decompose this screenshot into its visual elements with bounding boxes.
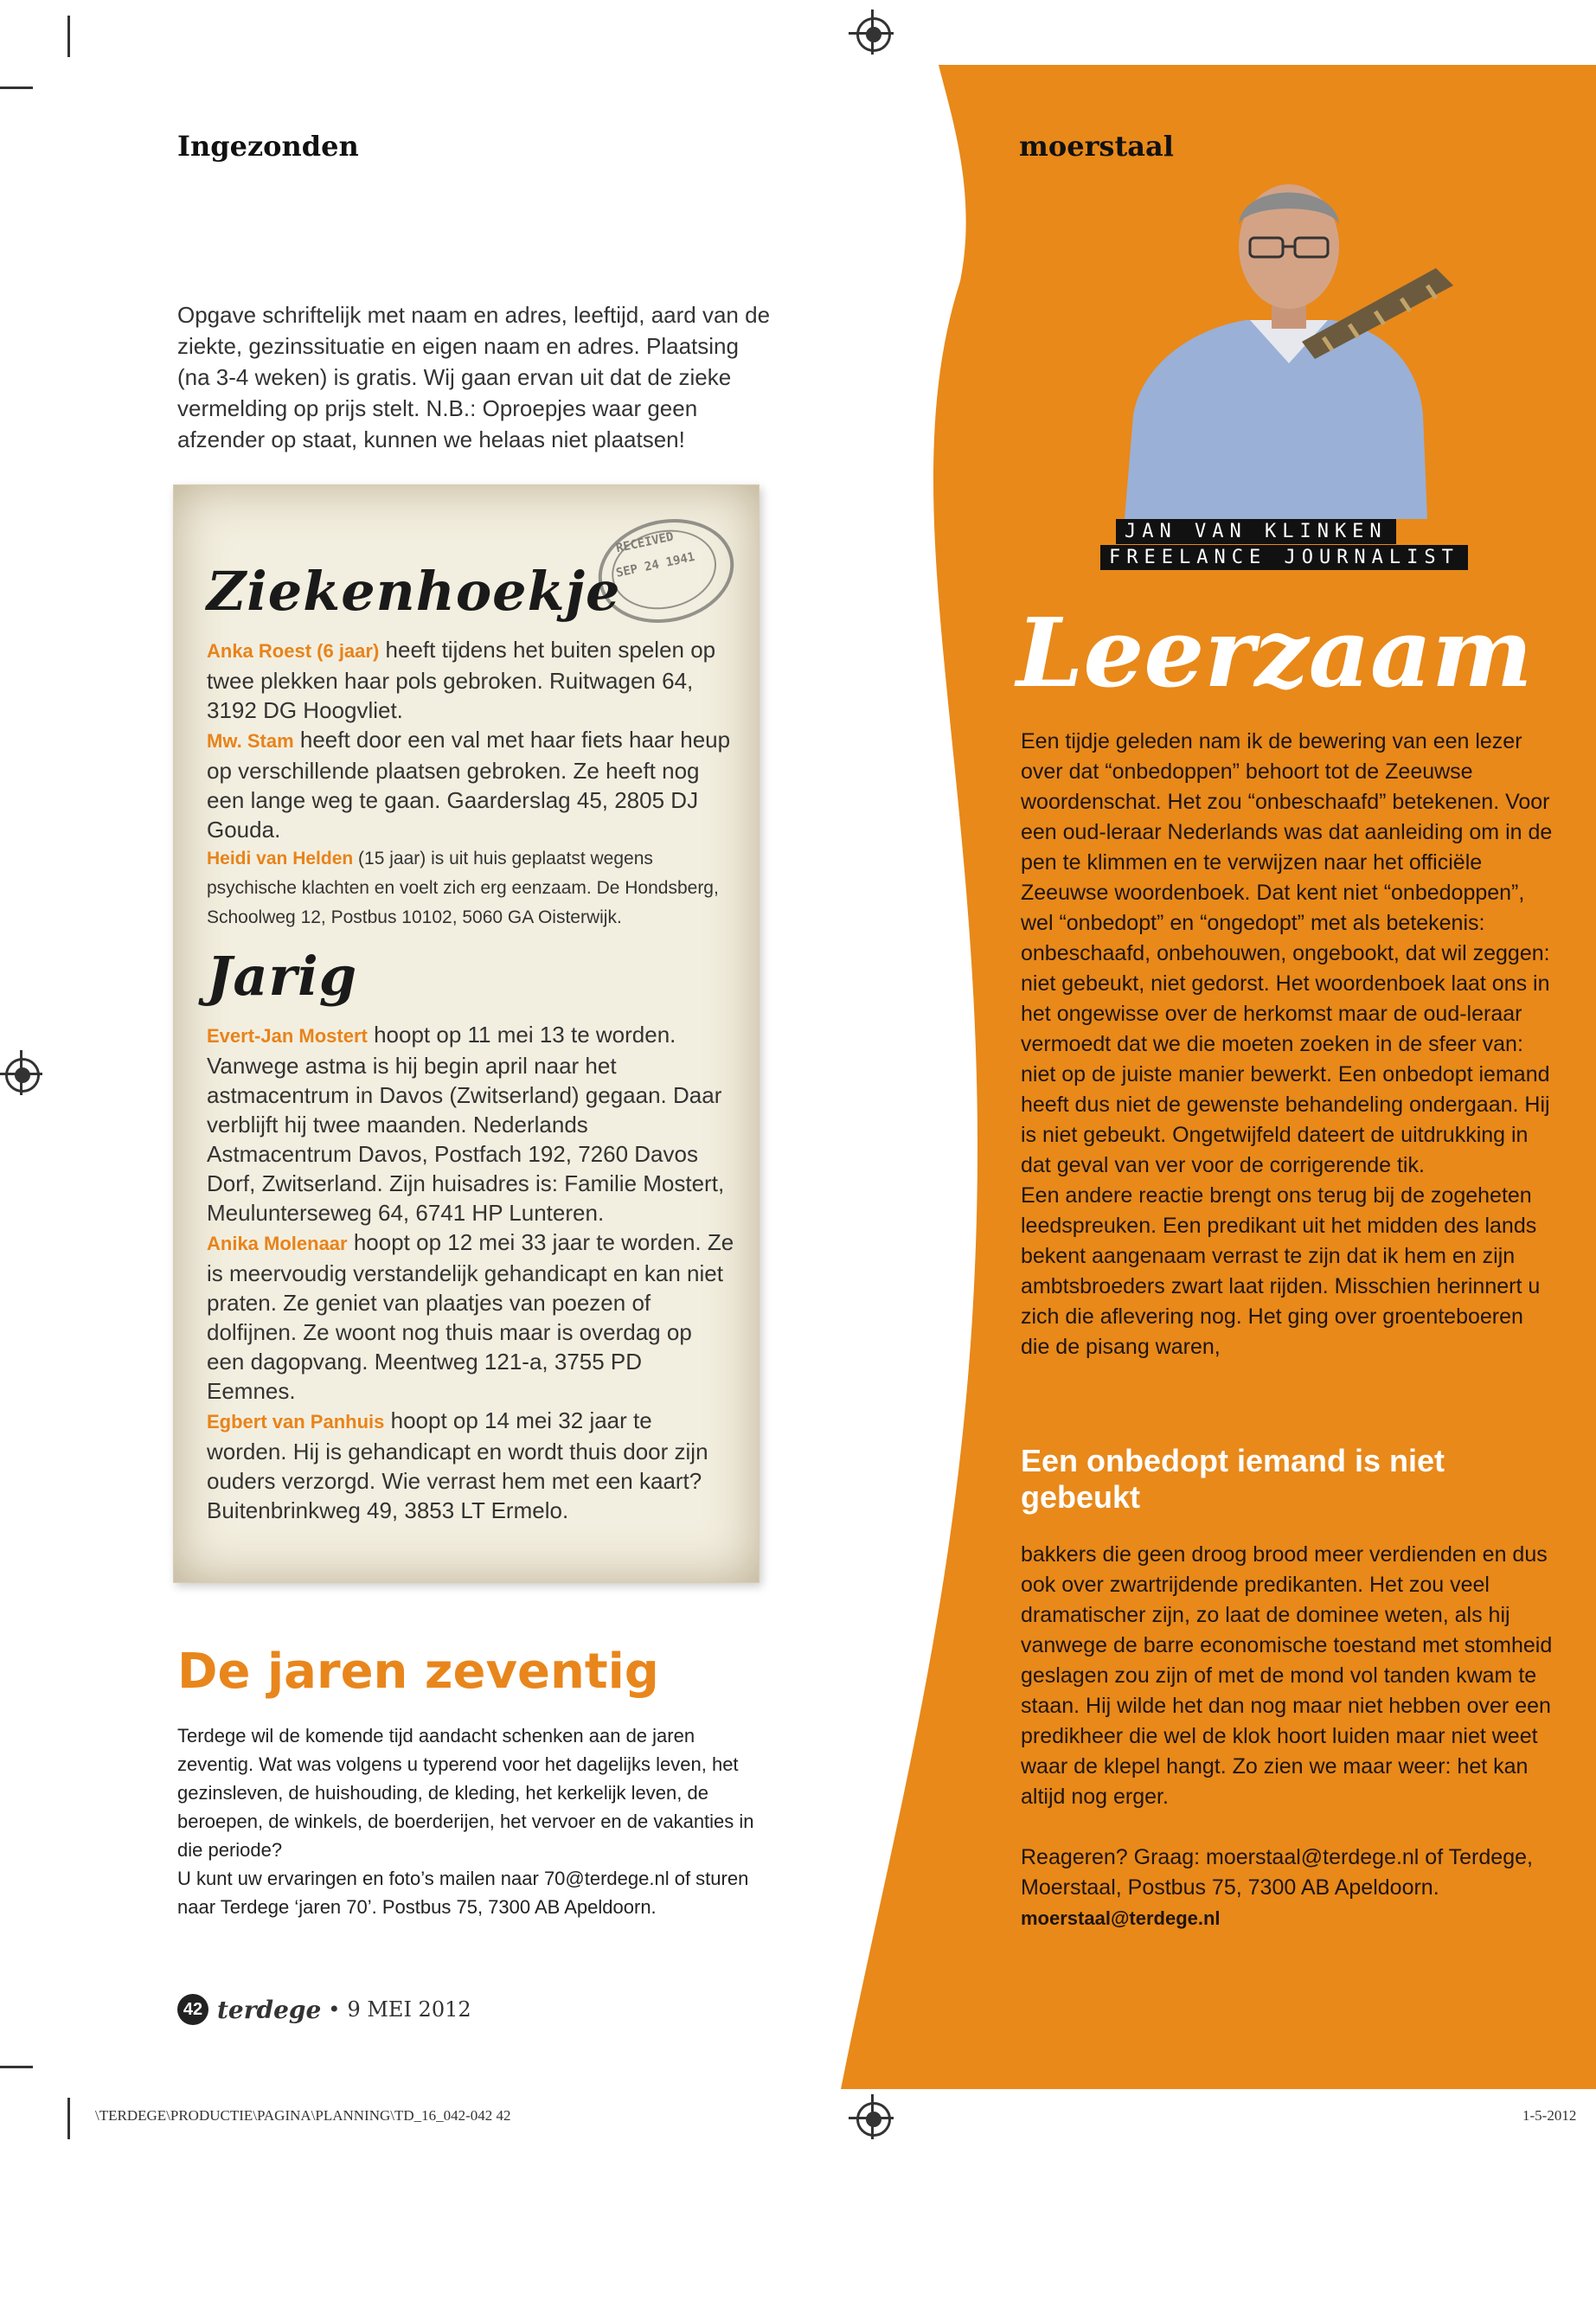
entry-name: Anika Molenaar [207,1233,348,1254]
page-number: 42 [177,1994,208,2025]
column-email: moerstaal@terdege.nl [1021,1907,1221,1929]
entry-name: Heidi van Helden [207,849,354,868]
list-item [207,725,734,844]
list-item [207,1020,734,1227]
entry-text: heeft tijdens het buiten spelen op twee plekken haar pols gebroken. Ruitwagen 64, 3192 DG Hoogvliet. [207,637,716,723]
column-body [1021,727,1557,1362]
intro-text: Opgave schriftelijk met naam en adres, leeftijd, aard van de ziekte, gezinssituatie en eigen naam en adres. Plaatsing (na 3-4 weken) is gratis. Wij gaan ervan uit dat de zieke vermelding op prijs stelt. N.B.: Oproepjes waar geen afzender op staat, kunnen we helaas niet plaatsen! [177,302,771,452]
list-item [207,1227,734,1406]
author-name-tag: JAN VAN KLINKEN [1116,519,1396,544]
registration-mark-icon [5,1058,40,1093]
jarig-title: Jarig [207,945,358,1008]
crop-mark [0,87,33,89]
column-subhead: Een onbedopt iemand is niet gebeukt [1021,1443,1445,1515]
entry-text: hoopt op 14 mei 32 jaar te worden. Hij is gehandicapt en wordt thuis door zijn ouders verzorgd. Wie verrast hem met een kaart? Buitenbrinkweg 49, 3853 LT Ermelo. [207,1407,708,1523]
stamp-date: SEP 24 1941 [614,549,696,580]
crop-mark [67,2098,70,2139]
column-paragraph: Een andere reactie brengt ons terug bij de zogeheten leedspreuken. Een predikant uit het midden des lands bekent aangenaam verrast te zijn dat ik hem en zijn ambtsbroeders zwart laat rijden. Misschien herinnert u zich die aflevering nog. Het ging over groenteboeren die de pisang waren, [1021,1183,1541,1359]
entry-text: hoopt op 12 mei 33 jaar te worden. Ze is meervoudig verstandelijk gehandicapt en kan niet praten. Ze geniet van plaatjes van poezen of dolfijnen. Ze woont nog thuis maar is overdag op een dagopvang. Meentweg 121-a, 3755 PD Eemnes. [207,1229,734,1404]
footer-date: 9 MEI 2012 [347,1997,471,2022]
list-item [207,635,734,725]
list-item [207,1406,734,1525]
section-label-ingezonden: Ingezonden [177,130,359,163]
crop-mark [0,2066,33,2068]
column-paragraph: Een tijdje geleden nam ik de bewering van een lezer over dat “onbedoppen” behoort tot de Zeeuwse woordenschat. Het zou “onbeschaafd” betekenen. Voor een oud-leraar Nederlands was dat aanleiding om in de pen te klimmen en te verwijzen naar het officiële Zeeuwse woordenboek. Dat kent niet “onbedoppen”, wel “onbedopt” en “ongedopt” met als betekenis: onbeschaafd, onbehouwen, ongebookt, dat wil zeggen: niet gebeukt, niet gedorst. Het woordenboek laat ons in het ongewisse over de herkomst maar de oud-leraar vermoedt dat we die moeten zoeken in de sfeer van: niet op de juiste manier bewerkt. Een onbedopt iemand heeft dus niet de gewenste behandeling ondergaan. Hij is niet gebeukt. Ongetwijfeld dateert de uitdrukking in dat geval van ver voor de corrigerende tik. [1021,729,1553,1177]
stamp-label: RECEIVED [614,529,676,556]
page-footer [177,1994,471,2025]
column-paragraph: Reageren? Graag: moerstaal@terdege.nl of Terdege, Moerstaal, Postbus 75, 7300 AB Apeldoorn. [1021,1845,1533,1900]
slug-path: \TERDEGE\PRODUCTIE\PAGINA\PLANNING\TD_16_042-042 42 [95,2107,511,2124]
column-paragraph: bakkers die geen droog brood meer verdienden en dus ook over zwartrijdende predikanten. Het zou veel dramatischer zijn, zo laat de dominee weten, als hij vanwege de barre economische toestand met stomheid geslagen zou zijn of met de mond vol tanden kwam te staan. Hij wilde het dan nog maar niet hebben over een predikheer die wel de klok hoort luiden maar niet weet waar de klepel hangt. Zo zien we maar weer: het kan altijd nog erger. [1021,1542,1553,1809]
entry-text: (15 jaar) is uit huis geplaatst wegens psychische klachten en voelt zich erg eenzaam. De Hondsberg, Schoolweg 12, Postbus 10102, 5060 GA Oisterwijk. [207,849,719,927]
slug-date: 1-5-2012 [1522,2107,1577,2124]
jaren70-body [177,1721,757,1921]
entry-text: hoopt op 11 mei 13 te worden. Vanwege astma is hij begin april naar het astmacentrum in Davos (Zwitserland) gegaan. Daar verblijft hij twee maanden. Nederlands Astmacentrum Davos, Postfach 192, 7260 Davos Dorf, Zwitserland. Zijn huisadres is: Familie Mostert, Meulunterseweg 64, 6741 HP Lunteren. [207,1022,725,1226]
registration-mark-icon [856,17,891,52]
entry-name: Egbert van Panhuis [207,1411,385,1433]
entry-text: heeft door een val met haar fiets haar heup op verschillende plaatsen gebroken. Ze heeft nog een lange weg te gaan. Gaarderslag 45, 2805 DJ Gouda. [207,727,731,843]
section-label-moerstaal: moerstaal [1019,130,1174,163]
crop-mark [67,16,70,57]
column-body-continued [1021,1540,1557,1933]
brand-logo: terdege [217,1995,322,2024]
paper-card [173,484,760,1583]
list-item [207,844,734,933]
author-photo [1073,156,1471,519]
entry-name: Evert-Jan Mostert [207,1025,368,1047]
ziekenhoekje-title: Ziekenhoekje [207,560,621,623]
author-role-tag: FREELANCE JOURNALIST [1100,545,1468,570]
entry-name: Anka Roest (6 jaar) [207,640,380,662]
footer-bullet: • [328,1997,341,2022]
jaren70-paragraph: Terdege wil de komende tijd aandacht schenken aan de jaren zeventig. Wat was volgens u typerend voor het dagelijks leven, het gezinsleven, de huishouding, de kleding, het kerkelijk leven, de beroepen, de winkels, de boerderijen, het vervoer en de vakanties in die periode? [177,1725,754,1861]
jaren70-title: De jaren zeventig [177,1644,659,1700]
column-title: Leerzaam [1016,597,1533,708]
registration-mark-icon [856,2102,891,2137]
entry-name: Mw. Stam [207,730,294,752]
jaren70-paragraph: U kunt uw ervaringen en foto’s mailen naar 70@terdege.nl of sturen naar Terdege ‘jaren 70’. Postbus 75, 7300 AB Apeldoorn. [177,1868,749,1918]
